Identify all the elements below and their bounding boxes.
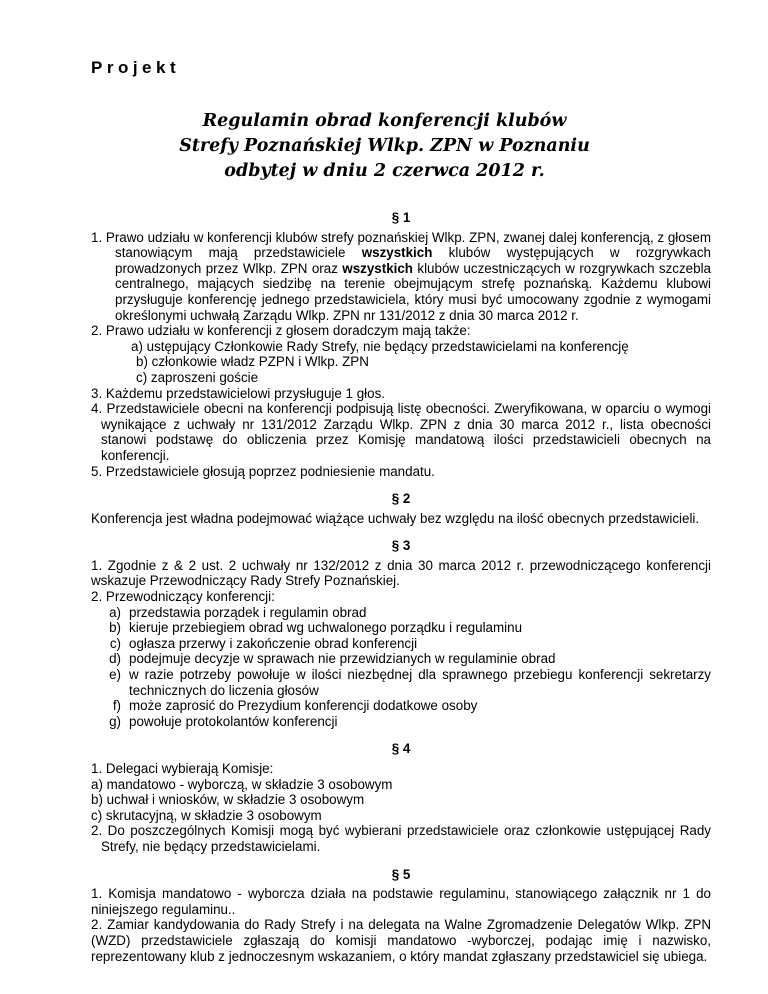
list-item-text: ogłasza przerwy i zakończenie obrad konferencji: [129, 635, 418, 651]
list-item: [91, 620, 711, 636]
list-item: [91, 636, 711, 652]
s1-paragraph-3: 3. Każdemu przedstawicielowi przysługuje 1 głos.: [91, 385, 385, 401]
title-line-1: Regulamin obrad konferencji klubów: [202, 111, 567, 131]
section-heading-3: § 3: [391, 538, 411, 554]
list-marker: b): [109, 620, 121, 636]
s2-paragraph-1: Konferencja jest władna podejmować wiążące uchwały bez względu na ilość obecnych przedstawicieli.: [91, 510, 700, 526]
s1-paragraph-2: 2. Prawo udziału w konferencji z głosem doradczym mają także:: [91, 323, 471, 339]
list-item: [91, 714, 711, 730]
list-item-text: kieruje przebiegiem obrad wg uchwalonego porządku i regulaminu: [129, 620, 523, 636]
list-marker: f): [112, 698, 121, 714]
list-marker: e): [109, 667, 121, 683]
s1-paragraph-1: [91, 230, 711, 324]
s4-paragraph-2: 2. Do poszczególnych Komisji mogą być wybierani przedstawiciele oraz członkowie ustępującej Rady Strefy, nie będący przedstawicielami.: [91, 823, 711, 854]
section-heading-5: § 5: [391, 866, 411, 882]
s1-p1-bold-2: wszystkich: [342, 260, 413, 276]
s1-paragraph-5: 5. Przedstawiciele głosują poprzez podniesienie mandatu.: [91, 463, 435, 479]
title-line-2: Strefy Poznańskiej Wlkp. ZPN w Poznaniu: [179, 136, 590, 156]
s3-duties-list: [91, 605, 711, 730]
list-item-text: podejmuje decyzje w sprawach nie przewidzianych w regulaminie obrad: [129, 651, 556, 667]
s1-item-c: c) zaproszeni goście: [136, 369, 259, 385]
s1-p1-text-a: 1. Prawo udziału w konferencji klubów strefy poznańskiej Wlkp. ZPN, zwanej dalej konferencją, z głosem stanowiącym mają przedstawiciele: [91, 229, 711, 261]
s5-paragraph-1: 1. Komisja mandatowo - wyborcza działa na podstawie regulaminu, stanowiącego załącznik nr 1 do niniejszego regulaminu..: [91, 886, 711, 917]
list-item-text: w razie potrzeby powołuje w ilości niezbędnej dla sprawnego przebiegu konferencji sekretarzy technicznych do liczenia głosów: [129, 667, 711, 698]
s1-item-b: b) członkowie władz PZPN i Wlkp. ZPN: [136, 354, 369, 370]
s3-paragraph-2: 2. Przewodniczący konferencji:: [91, 589, 275, 605]
list-item: [91, 667, 711, 698]
title-line-3: odbytej w dniu 2 czerwca 2012 r.: [224, 161, 545, 181]
s1-paragraph-4: 4. Przedstawiciele obecni na konferencji podpisują listę obecności. Zweryfikowana, w oparciu o wymogi wynikające z uchwały nr 131/2012 Zarządu Wlkp. ZPN z dnia 30 marca 2012 r., lista obecności stanowi podstawę do obliczenia przez Komisję mandatową ilości przedstawicieli obecnych na konferencji.: [91, 401, 711, 463]
s1-item-a: a) ustępujący Członkowie Rady Strefy, nie będący przedstawicielami na konferencję: [131, 338, 629, 354]
section-heading-4: § 4: [391, 741, 411, 757]
list-item: [91, 605, 711, 621]
document-body: [91, 210, 711, 964]
s4-paragraph-1: 1. Delegaci wybierają Komisje:: [91, 761, 274, 776]
s1-p1-text-d: klubów uczestniczących w rozgrywkach szczebla centralnego, mających siedzibę na terenie obejmującym strefę poznańską. Każdemu klubowi przysługuje konferencję jednego przedstawiciela, który musi być umocowany zgodnie z wymogami określonymi uchwałą Zarządu Wlkp. ZPN nr 131/2012 z dnia 30 marca 2012 r.: [115, 260, 711, 323]
list-marker: a): [109, 604, 121, 620]
list-item-text: powołuje protokolantów konferencji: [129, 713, 338, 729]
list-item-text: przedstawia porządek i regulamin obrad: [129, 604, 367, 620]
list-item: [91, 698, 711, 714]
section-heading-1: § 1: [391, 210, 411, 225]
s3-paragraph-1: 1. Zgodnie z & 2 ust. 2 uchwały nr 132/2012 z dnia 30 marca 2012 r. przewodniczącego konferencji wskazuje Przewodniczący Rady Strefy Poznańskiej.: [91, 557, 711, 589]
s4-item-c: c) skrutacyjną, w składzie 3 osobowym: [91, 807, 322, 823]
list-marker: c): [109, 635, 121, 651]
list-item: [91, 651, 711, 667]
s4-item-a: a) mandatowo - wyborczą, w składzie 3 osobowym: [91, 776, 393, 792]
s1-p1-bold-1: wszystkich: [361, 245, 433, 261]
s4-item-b: b) uchwał i wniosków, w składzie 3 osobowym: [91, 792, 365, 808]
list-marker: g): [109, 713, 121, 729]
s5-paragraph-2: 2. Zamiar kandydowania do Rady Strefy i na delegata na Walne Zgromadzenie Delegatów Wlkp. ZPN (WZD) przedstawiciele zgłaszają do komisji mandatowo -wyborczej, podając imię i nazwisko, reprezentowany klub z jednoczesnym wskazaniem, o który mandat zgłaszany przedstawiciel się ubiega.: [91, 917, 711, 964]
section-heading-2: § 2: [391, 491, 411, 507]
list-item-text: może zaprosić do Prezydium konferencji dodatkowe osoby: [129, 698, 478, 714]
projekt-label: Projekt: [91, 58, 181, 77]
document-title: [91, 109, 678, 184]
list-marker: d): [109, 651, 121, 667]
s1-p1-text-c: klubów występujących w rozgrywkach prowadzonych przez Wlkp. ZPN oraz: [115, 245, 711, 276]
